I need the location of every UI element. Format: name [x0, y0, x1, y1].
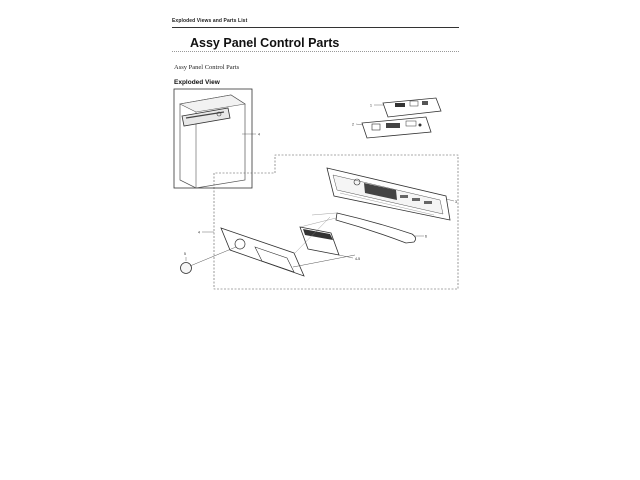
panel-trim [336, 213, 427, 243]
callout-knob: 5 [184, 252, 186, 256]
callout-overview: 4 [258, 132, 260, 137]
page-header-breadcrumb: Exploded Views and Parts List [172, 18, 248, 24]
callout-pcb-2: 2 [352, 122, 354, 127]
control-panel-frame [327, 168, 457, 220]
callout-frame: 3 [455, 200, 457, 204]
section-subtitle: Assy Panel Control Parts [174, 64, 240, 71]
dial-knob [181, 247, 237, 274]
pcb-assembly [352, 98, 441, 138]
exploded-view-label: Exploded View [174, 79, 220, 86]
page-title: Assy Panel Control Parts [190, 36, 340, 50]
callout-assembly: 4 [198, 230, 200, 235]
callout-pcb-1: 1 [370, 103, 372, 108]
callout-trim: 6 [425, 234, 427, 239]
callout-display: 4-5 [355, 257, 361, 261]
